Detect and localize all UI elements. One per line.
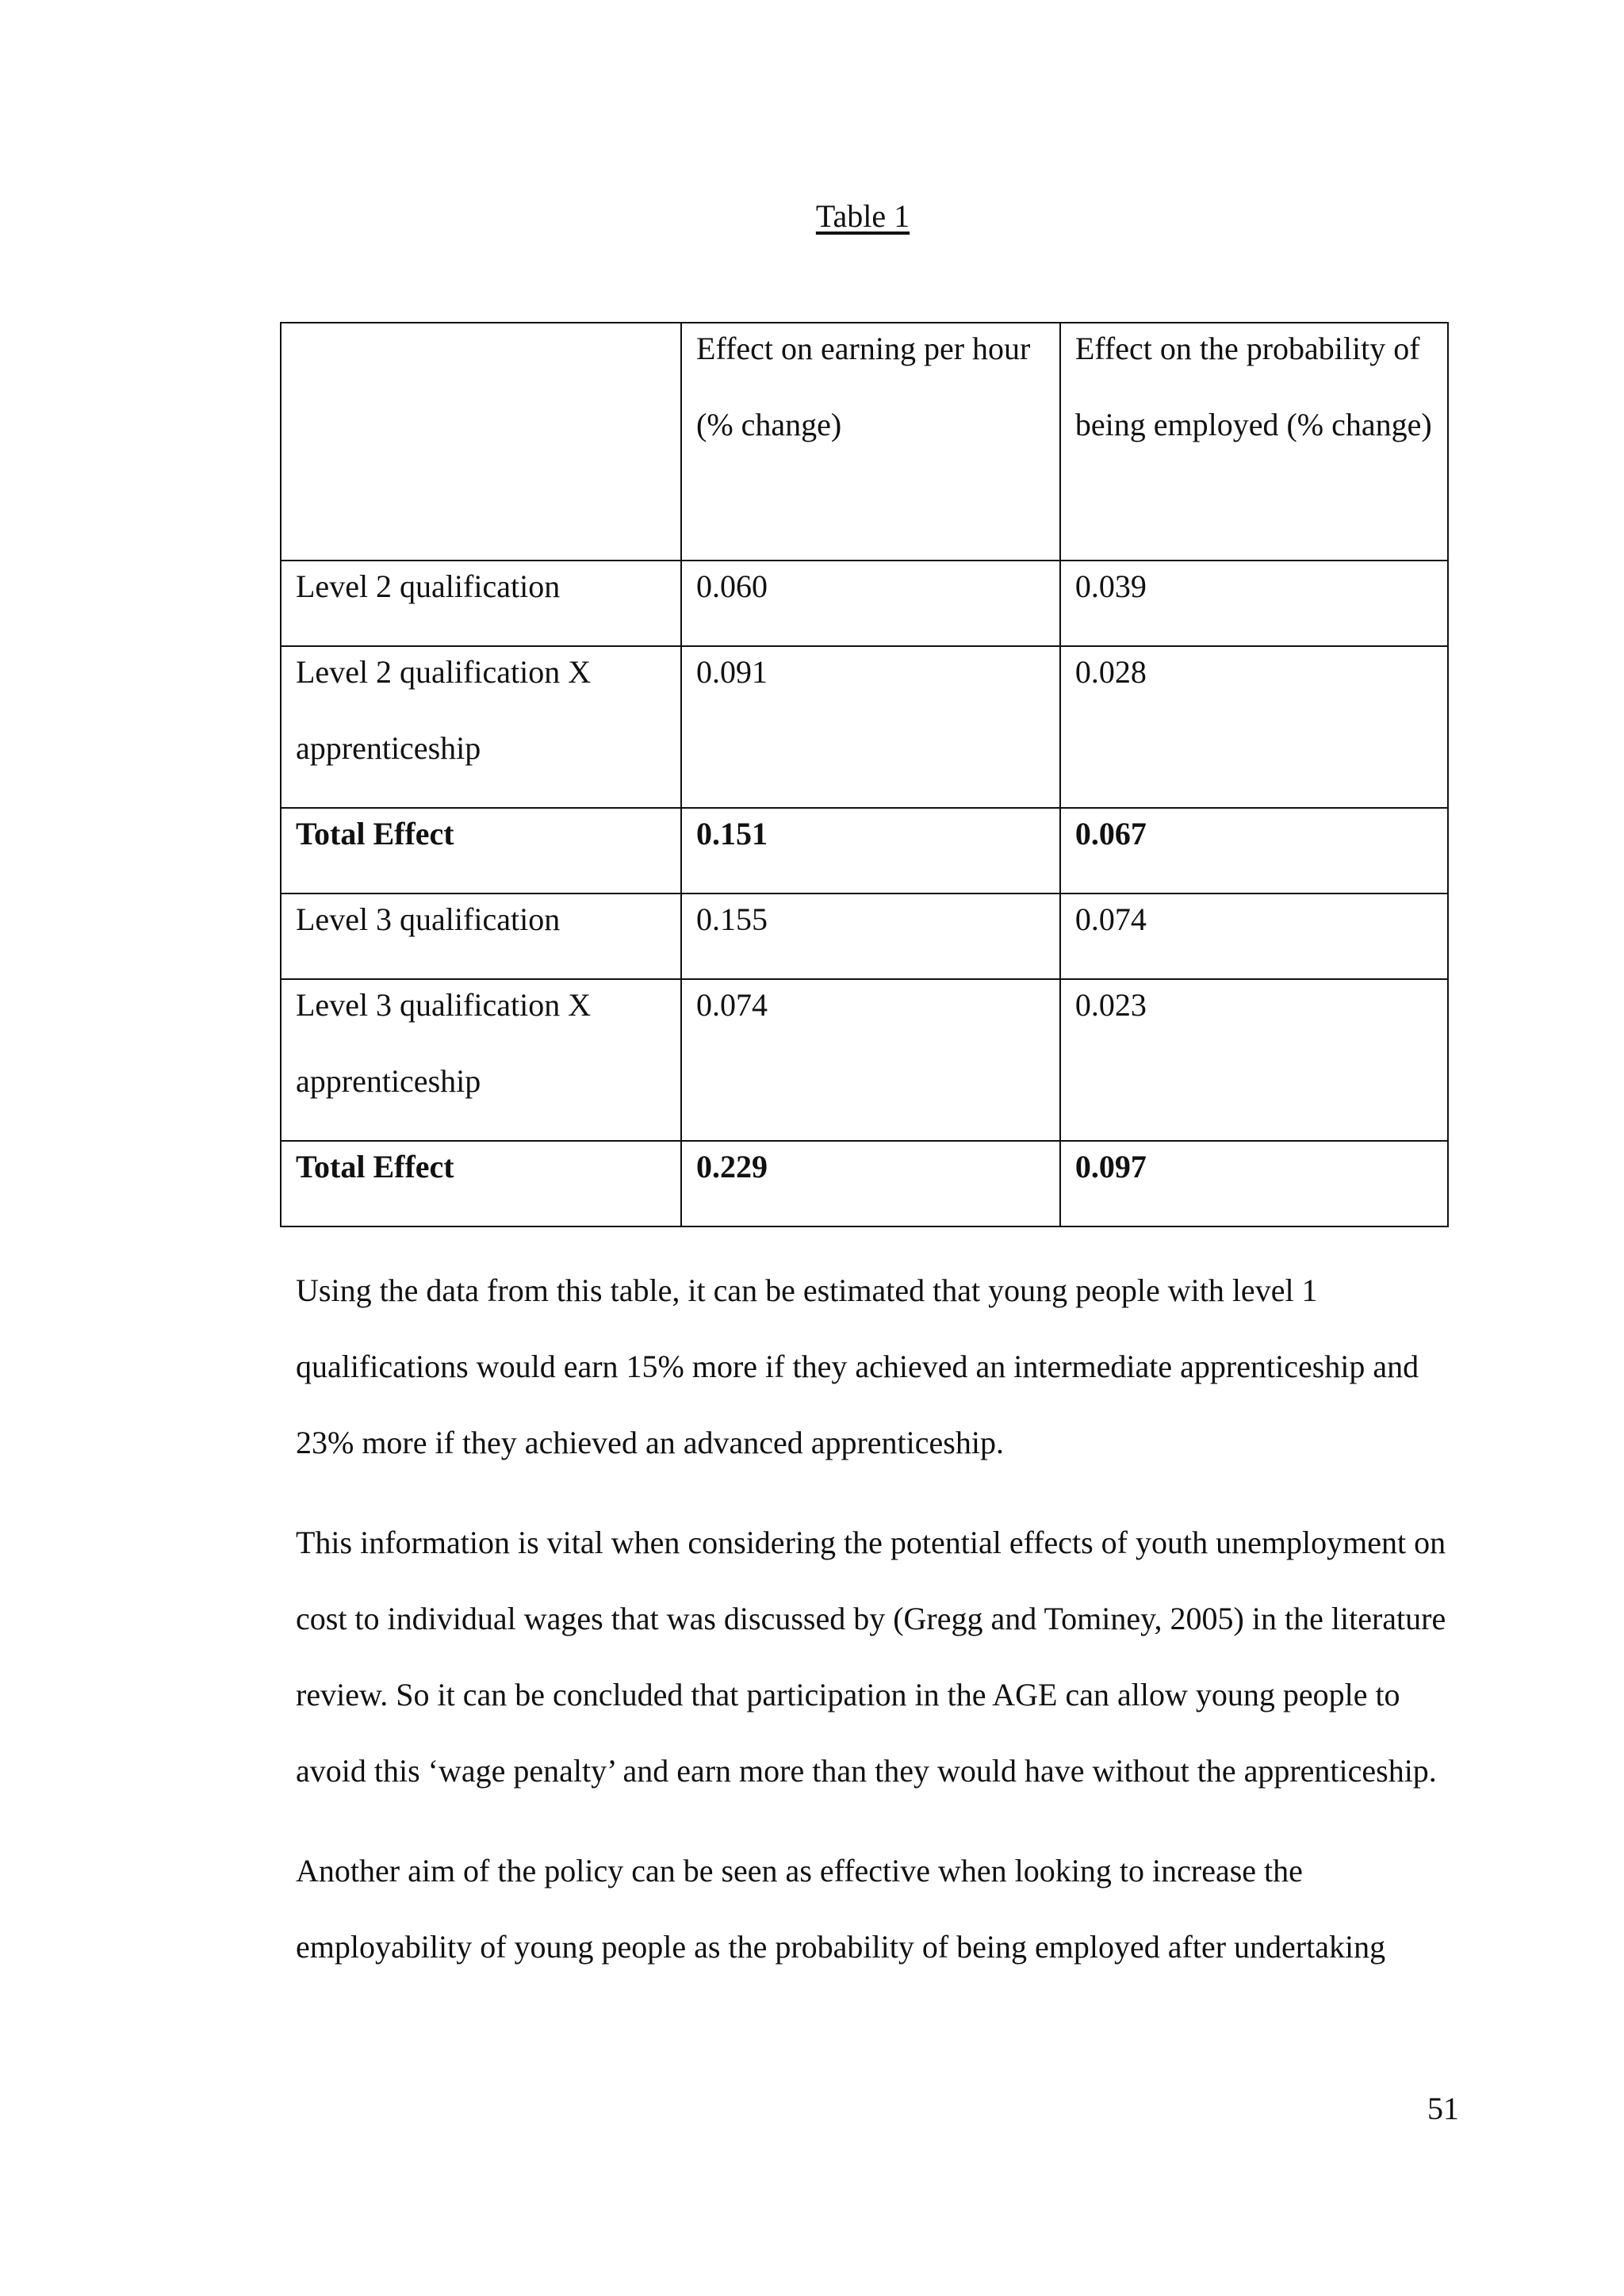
body-text (296, 1253, 1454, 2009)
row-label-cell: Total Effect (281, 1141, 681, 1226)
row-label-cell: Level 2 qualification X apprenticeship (281, 646, 681, 808)
paragraph: This information is vital when considering the potential effects of youth unemployment on cost to individual wages that was discussed by (Gregg and Tominey, 2005) in the literature review. So it can be concluded that participation in the AGE can allow young people to avoid this ‘wage penalty’ and earn more than they would have without the apprenticeship. (296, 1525, 1446, 1789)
row-label-cell: Level 3 qualification X apprenticeship (281, 979, 681, 1141)
employed-value-cell: 0.023 (1060, 979, 1448, 1141)
row-label-cell: Level 3 qualification (281, 894, 681, 979)
table-row (281, 561, 1448, 646)
table-row (281, 646, 1448, 808)
page-number: 51 (1427, 2091, 1459, 2126)
table-caption: Table 1 (815, 198, 910, 234)
table-header-cell-earning: Effect on earning per hour (% change) (681, 323, 1060, 561)
employed-value-cell: 0.067 (1060, 808, 1448, 894)
table-header-cell-empty (281, 323, 681, 561)
table-row (281, 979, 1448, 1141)
table-row-total (281, 1141, 1448, 1226)
earning-value-cell: 0.229 (681, 1141, 1060, 1226)
row-label-cell: Level 2 qualification (281, 561, 681, 646)
earning-value-cell: 0.060 (681, 561, 1060, 646)
paragraph: Using the data from this table, it can be estimated that young people with level 1 qualifications would earn 15% more if they achieved an intermediate apprenticeship and 23% more if they achieved an advanced apprenticeship. (296, 1272, 1419, 1460)
paragraph: Another aim of the policy can be seen as effective when looking to increase the employability of young people as the probability of being employed after undertaking (296, 1853, 1386, 1965)
earning-value-cell: 0.155 (681, 894, 1060, 979)
table-row (281, 894, 1448, 979)
earning-value-cell: 0.074 (681, 979, 1060, 1141)
row-label-cell: Total Effect (281, 808, 681, 894)
results-table (280, 322, 1449, 1227)
employed-value-cell: 0.074 (1060, 894, 1448, 979)
earning-value-cell: 0.091 (681, 646, 1060, 808)
earning-value-cell: 0.151 (681, 808, 1060, 894)
table-row-total (281, 808, 1448, 894)
table-header-row (281, 323, 1448, 561)
employed-value-cell: 0.097 (1060, 1141, 1448, 1226)
table-header-cell-employed: Effect on the probability of being employed (% change) (1060, 323, 1448, 561)
employed-value-cell: 0.039 (1060, 561, 1448, 646)
employed-value-cell: 0.028 (1060, 646, 1448, 808)
